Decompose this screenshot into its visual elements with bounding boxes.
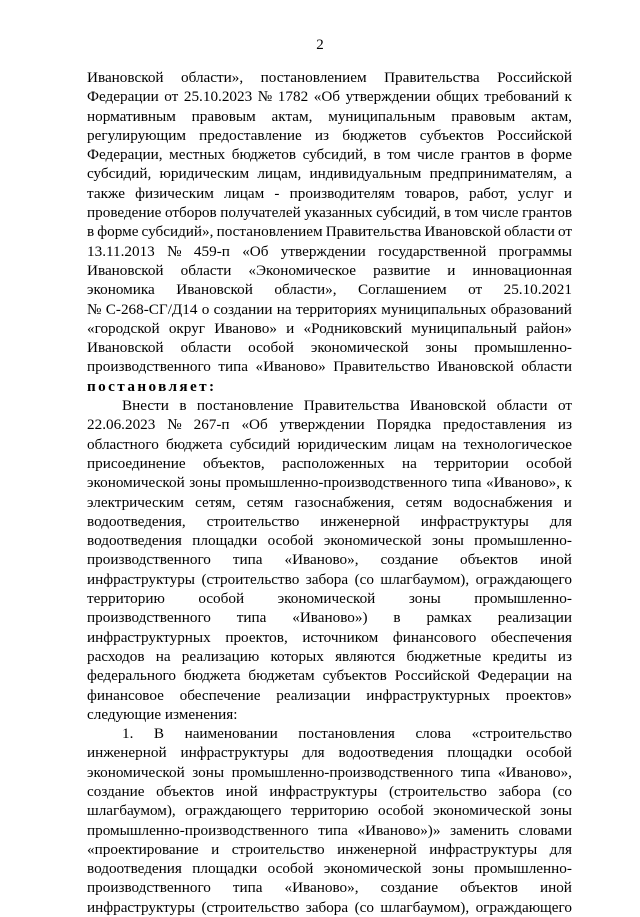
text-line: также физическим лицам - производителям товаров, работ, услуг и [87,184,572,202]
text-line: следующие изменения: [87,705,238,723]
text-line: Федерации от 25.10.2023 № 1782 «Об утверждении общих требований к [87,88,572,106]
text-line: водоотведения площадки особой экономической зоны промышленно- [87,532,572,550]
text-line: присоединение объектов, расположенных на территории особой [87,454,572,472]
text-line: шлагбаумом), ограждающего территорию особой экономической зоны [87,802,572,820]
text-line: инфраструктуры (строительство забора (со шлагбаумом), ограждающего [87,570,572,588]
text-line: 13.11.2013 № 459-п «Об утверждении государственной программы [87,242,572,260]
text-line: проведение отборов получателей указанных субсидий, в том числе грантов [87,204,572,222]
text-line: производственного типа «Иваново», создание объектов иной [87,879,572,897]
text-line: Ивановской области», постановлением Правительства Российской [87,69,572,86]
text-line: Внести в постановление Правительства Ивановской области от [122,397,572,415]
text-line: постановляет: [87,377,217,395]
text-line: Федерации, местных бюджетов субсидий, в том числе грантов в форме [87,146,572,164]
text-line: 1. В наименовании постановления слова «строительство [122,725,572,743]
text-line: регулирующим предоставление из бюджетов субъектов Российской [87,126,572,144]
text-line: создание объектов иной инфраструктуры (строительство забора (со [87,782,572,800]
text-line: финансовое обеспечение реализации инфраструктурных проектов» [87,686,572,704]
text-line: расходов на реализацию которых являются бюджетные кредиты из [87,647,572,665]
text-line: «городской округ Иваново» и «Родниковский муниципальный район» [87,319,572,337]
text-line: № С-268-СГ/Д14 о создании на территориях муниципальных образований [87,300,572,318]
text-line: производственного типа «Иваново» Правительство Ивановской области [87,358,572,376]
text-line: промышленно-производственного типа «Иваново»)» заменить словами [87,821,572,839]
text-line: областного бюджета субсидий юридическим лицам на технологическое [87,435,572,453]
text-line: экономической зоны промышленно-производственного типа «Иваново», к [87,474,572,492]
text-line: «проектирование и строительство инженерной инфраструктуры для [87,840,572,858]
text-line: инфраструктурных проектов, источником финансового обеспечения [87,628,572,646]
text-line: инфраструктуры (строительство забора (со шлагбаумом), ограждающего [87,898,572,916]
text-line: 22.06.2023 № 267-п «Об утверждении Порядка предоставления из [87,416,572,434]
text-line: водоотведения площадки особой экономической зоны промышленно- [87,860,572,878]
text-line: производственного типа «Иваново», создание объектов иной [87,551,572,569]
text-line: федерального бюджета бюджетам субъектов Российской Федерации на [87,667,572,685]
text-line: водоотведения, строительство инженерной инфраструктуры для [87,512,572,530]
text-line: экономической зоны промышленно-производственного типа «Иваново», [87,763,572,781]
text-line: нормативным правовым актам, муниципальным правовым актам, [87,107,572,125]
text-line: территорию особой экономической зоны промышленно- [87,590,572,608]
text-line: субсидий, юридическим лицам, индивидуальным предпринимателям, а [87,165,572,183]
text-line: Ивановской области «Экономическое развитие и инновационная [87,261,572,279]
document-body [87,68,572,917]
text-line: в форме субсидий», постановлением Правительства Ивановской области от [87,223,572,241]
page-number: 2 [316,37,324,53]
text-line: экономика Ивановской области», Соглашением от 25.10.2021 [87,281,572,299]
text-line: инженерной инфраструктуры для водоотведения площадки особой [87,744,572,762]
text-line: производственного типа «Иваново») в рамках реализации [87,609,572,627]
text-line: электрическим сетям, сетям газоснабжения, сетям водоснабжения и [87,493,572,511]
text-line: Ивановской области особой экономической зоны промышленно- [87,339,572,357]
